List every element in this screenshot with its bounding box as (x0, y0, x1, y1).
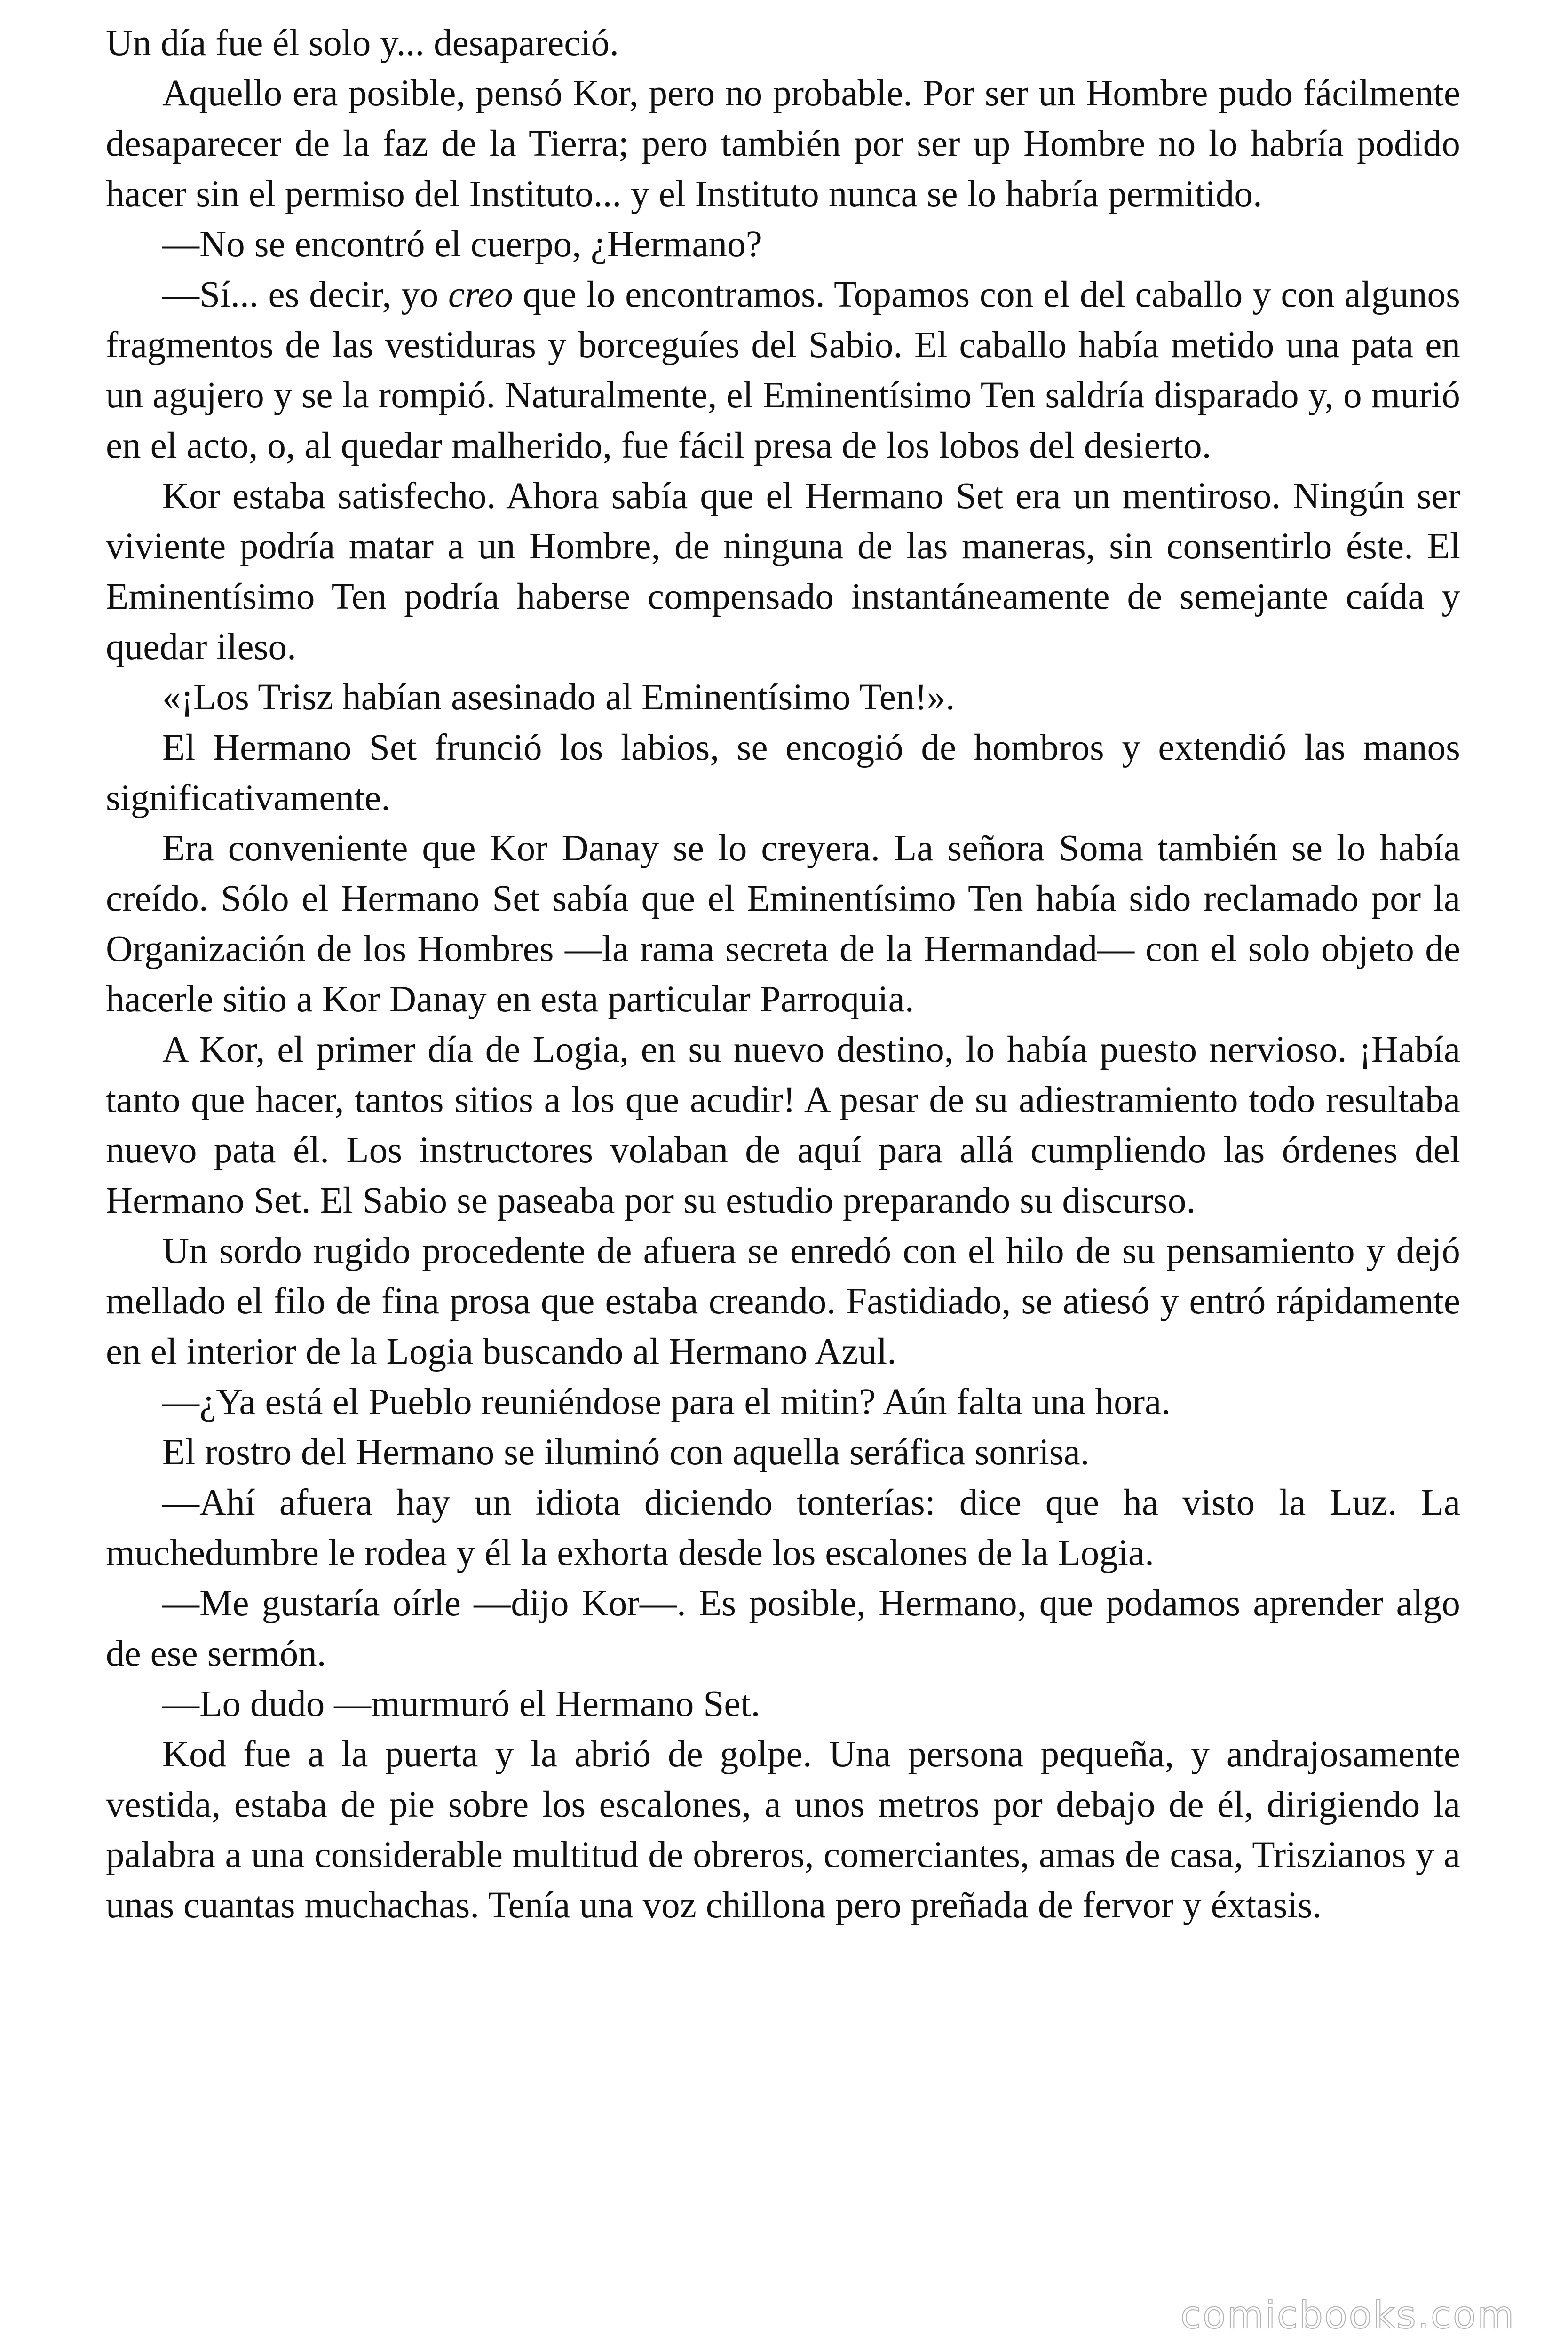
paragraph-6: «¡Los Trisz habían asesinado al Eminentísimo Ten!». (162, 677, 955, 718)
body-text (106, 18, 1460, 1931)
paragraph-5: Kor estaba satisfecho. Ahora sabía que el Hermano Set era un mentiroso. Ningún ser viviente podría matar a un Hombre, de ninguna de las maneras, sin consentirlo éste. El Eminentísimo Ten podría haberse compensado instantáneamente de semejante caída y quedar ileso. (106, 476, 1460, 667)
paragraph-12: El rostro del Hermano se iluminó con aquella seráfica sonrisa. (162, 1432, 1090, 1473)
paragraph-4-start: —Sí... es decir, yo (162, 274, 448, 315)
paragraph-14: —Me gustaría oírle —dijo Kor—. Es posible, Hermano, que podamos aprender algo de ese sermón. (106, 1583, 1460, 1674)
paragraph-4-end: que lo encontramos. Topamos con el del caballo y con algunos fragmentos de las vestiduras y borceguíes del Sabio. El caballo había metido una pata en un agujero y se la rompió. Naturalmente, el Eminentísimo Ten saldría disparado y, o murió en el acto, o, al quedar malherido, fue fácil presa de los lobos del desierto. (106, 274, 1460, 466)
paragraph-2: Aquello era posible, pensó Kor, pero no probable. Por ser un Hombre pudo fácilmente desaparecer de la faz de la Tierra; pero también por ser up Hombre no lo habría podido hacer sin el permiso del Instituto... y el Instituto nunca se lo habría permitido. (106, 73, 1460, 215)
paragraph-11: —¿Ya está el Pueblo reuniéndose para el mitin? Aún falta una hora. (162, 1382, 1171, 1422)
paragraph-4 (106, 270, 1460, 471)
paragraph-4-emphasis: creo (448, 274, 513, 315)
watermark: comicbooks.com (1180, 2293, 1515, 2337)
paragraph-15: —Lo dudo —murmuró el Hermano Set. (162, 1684, 760, 1724)
paragraph-9: A Kor, el primer día de Logia, en su nuevo destino, lo había puesto nervioso. ¡Había tanto que hacer, tantos sitios a los que acudir! A pesar de su adiestramiento todo resultaba nuevo pata él. Los instructores volaban de aquí para allá cumpliendo las órdenes del Hermano Set. El Sabio se paseaba por su estudio preparando su discurso. (106, 1029, 1460, 1221)
paragraph-8: Era conveniente que Kor Danay se lo creyera. La señora Soma también se lo había creído. Sólo el Hermano Set sabía que el Eminentísimo Ten había sido reclamado por la Organización de los Hombres —la rama secreta de la Hermandad— con el solo objeto de hacerle sitio a Kor Danay en esta particular Parroquia. (106, 828, 1460, 1020)
paragraph-13: —Ahí afuera hay un idiota diciendo tonterías: dice que ha visto la Luz. La muchedumbre le rodea y él la exhorta desde los escalones de la Logia. (106, 1482, 1460, 1573)
paragraph-3: —No se encontró el cuerpo, ¿Hermano? (162, 224, 762, 265)
paragraph-10: Un sordo rugido procedente de afuera se enredó con el hilo de su pensamiento y dejó mellado el filo de fina prosa que estaba creando. Fastidiado, se atiesó y entró rápidamente en el interior de la Logia buscando al Hermano Azul. (106, 1231, 1460, 1372)
paragraph-7: El Hermano Set frunció los labios, se encogió de hombros y extendió las manos significativamente. (106, 727, 1460, 818)
paragraph-1: Un día fue él solo y... desapareció. (106, 23, 619, 64)
paragraph-16: Kod fue a la puerta y la abrió de golpe. Una persona pequeña, y andrajosamente vestida, estaba de pie sobre los escalones, a unos metros por debajo de él, dirigiendo la palabra a una considerable multitud de obreros, comerciantes, amas de casa, Triszianos y a unas cuantas muchachas. Tenía una voz chillona pero preñada de fervor y éxtasis. (106, 1734, 1460, 1926)
